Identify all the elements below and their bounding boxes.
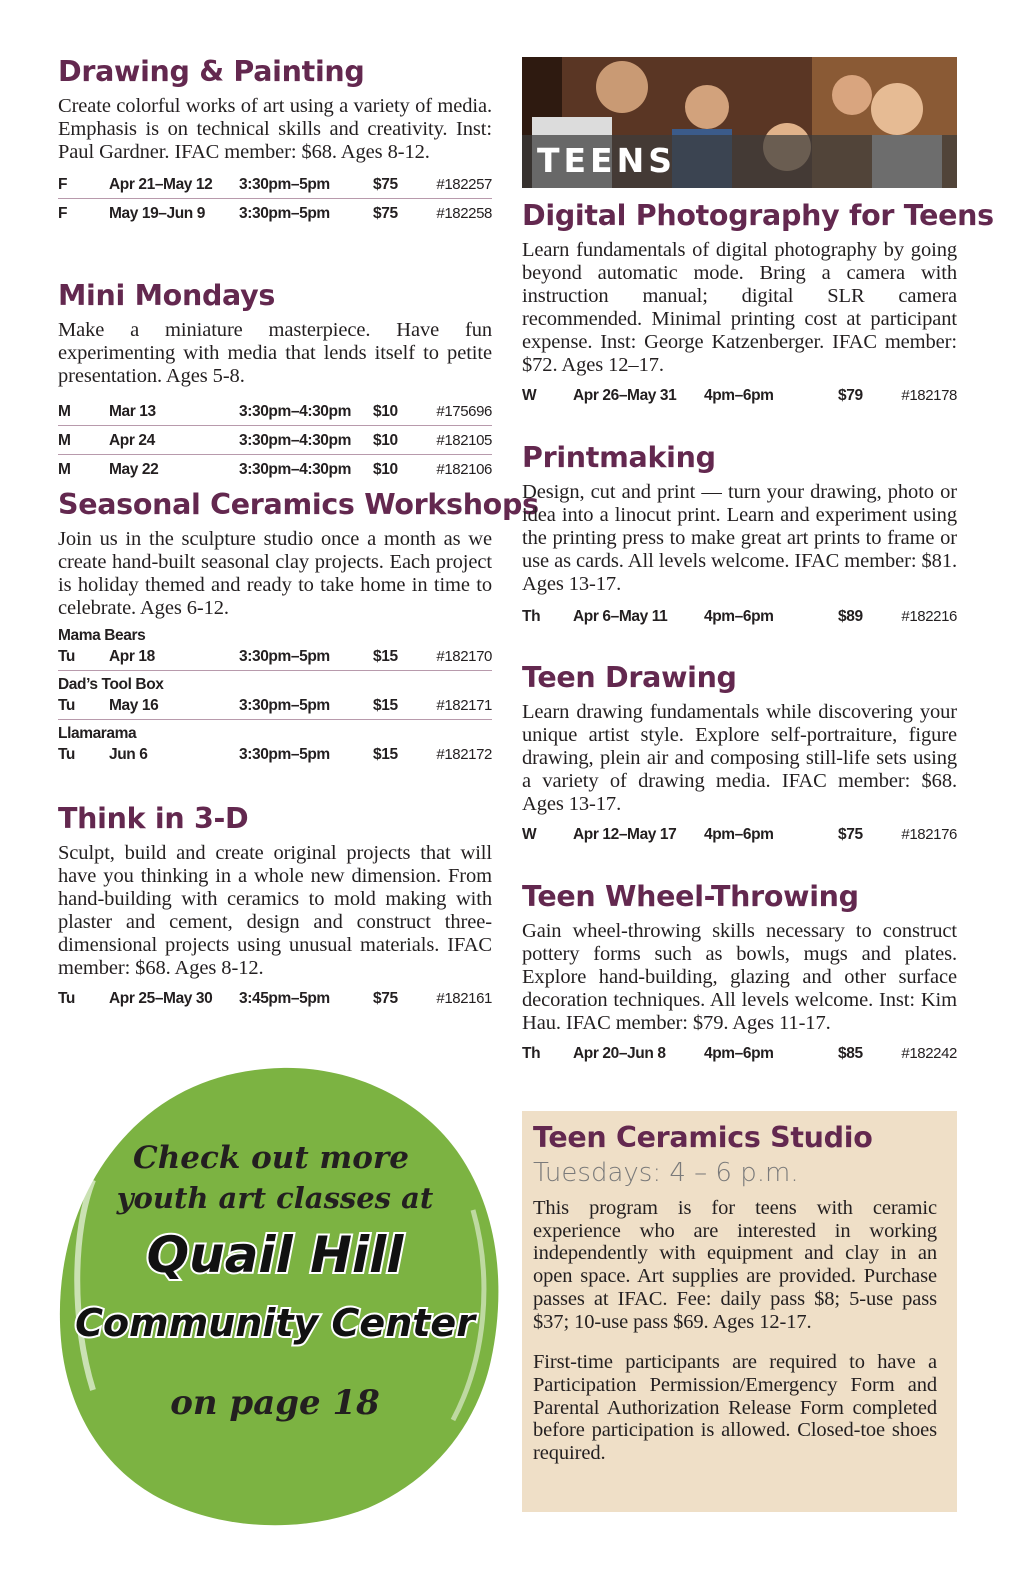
class-seasonal-ceramics	[58, 488, 539, 766]
promo-line-5: on page 18	[170, 1383, 380, 1423]
class-title: Drawing & Painting	[58, 55, 365, 88]
class-title: Teen Wheel-Throwing	[522, 880, 859, 913]
fee: $10	[373, 403, 398, 420]
class-title: Printmaking	[522, 441, 716, 474]
time: 4pm–6pm	[704, 387, 774, 404]
class-title: Seasonal Ceramics Workshops	[58, 488, 539, 521]
schedule-row	[522, 820, 957, 848]
workshop-item	[58, 724, 492, 766]
fee: $75	[373, 176, 398, 193]
dates: Apr 6–May 11	[573, 608, 668, 625]
fee: $79	[838, 387, 863, 404]
course-code: #182170	[436, 648, 492, 665]
promo-line-1: Check out more	[133, 1140, 409, 1176]
class-drawing-painting	[58, 55, 492, 227]
day: Tu	[58, 990, 75, 1007]
class-title: Think in 3-D	[58, 802, 249, 835]
class-printmaking	[522, 441, 957, 630]
course-code: #182171	[436, 697, 492, 714]
workshop-item	[58, 626, 492, 671]
dates: May 19–Jun 9	[109, 205, 206, 222]
schedule-table	[522, 381, 957, 409]
schedule-row	[522, 1039, 957, 1067]
dates: Apr 24	[109, 432, 155, 449]
dates: Mar 13	[109, 403, 156, 420]
banner-label: TEENS	[537, 141, 676, 180]
workshop-list	[58, 626, 492, 766]
time: 4pm–6pm	[704, 608, 774, 625]
dates: Apr 18	[109, 648, 155, 665]
schedule-row	[58, 984, 492, 1012]
day: M	[58, 432, 71, 449]
studio-title: Teen Ceramics Studio	[533, 1121, 873, 1154]
time: 3:30pm–5pm	[239, 648, 330, 665]
course-code: #182258	[436, 205, 492, 222]
dates: Apr 21–May 12	[109, 176, 213, 193]
studio-requirements: First-time participants are required to have a Participation Permission/Emergency Form and Parental Authorization Release Form completed before participation is allowed. Closed-toe shoes required.	[533, 1351, 937, 1465]
time: 3:30pm–4:30pm	[239, 461, 351, 478]
schedule-row	[58, 455, 492, 483]
schedule-row	[58, 646, 492, 668]
fee: $15	[373, 746, 398, 763]
schedule-table	[58, 170, 492, 227]
fee: $10	[373, 432, 398, 449]
schedule-table	[58, 397, 492, 483]
promo-line-2: youth art classes at	[116, 1181, 434, 1215]
splash-shape	[60, 1068, 499, 1525]
time: 3:30pm–5pm	[239, 176, 330, 193]
course-code: #182242	[901, 1045, 957, 1062]
schedule-row	[58, 426, 492, 455]
class-description: Learn fundamentals of digital photography by going beyond automatic mode. Bring a camera with instruction manual; digital SLR camera recommended. Minimal printing cost at participant expense. Inst: George Katzenberger. IFAC member: $72. Ages 12–17.	[522, 239, 957, 376]
dates: May 16	[109, 697, 159, 714]
schedule-row	[58, 397, 492, 426]
fee: $75	[838, 826, 863, 843]
fee: $75	[373, 205, 398, 222]
schedule-row	[58, 199, 492, 227]
workshop-name: Llamarama	[58, 725, 137, 742]
class-description: Make a miniature masterpiece. Have fun experimenting with media that lends itself to petite presentation. Ages 5-8.	[58, 319, 492, 387]
class-description: Join us in the sculpture studio once a month as we create hand-built seasonal clay projects. Each project is holiday themed and ready to take home in time to celebrate. Ages 6-12.	[58, 528, 492, 619]
class-think-3d	[58, 802, 492, 1012]
time: 4pm–6pm	[704, 1045, 774, 1062]
day: M	[58, 461, 71, 478]
course-code: #182106	[436, 461, 492, 478]
time: 4pm–6pm	[704, 826, 774, 843]
schedule-row	[58, 170, 492, 199]
teens-banner	[522, 57, 957, 188]
course-code: #182172	[436, 746, 492, 763]
dates: May 22	[109, 461, 159, 478]
dates: Apr 26–May 31	[573, 387, 677, 404]
class-description: Create colorful works of art using a variety of media. Emphasis is on technical skills and creativity. Inst: Paul Gardner. IFAC member: $68. Ages 8-12.	[58, 95, 492, 163]
course-code: #175696	[436, 403, 492, 420]
teen-ceramics-studio-box	[522, 1111, 957, 1512]
promo-line-3: Quail Hill	[146, 1226, 404, 1284]
time: 3:30pm–5pm	[239, 205, 330, 222]
fee: $15	[373, 697, 398, 714]
schedule-table	[522, 602, 957, 630]
day: F	[58, 205, 68, 222]
course-code: #182257	[436, 176, 492, 193]
day: W	[522, 826, 537, 843]
fee: $10	[373, 461, 398, 478]
workshop-name: Mama Bears	[58, 627, 146, 644]
class-teen-drawing	[522, 661, 957, 848]
schedule-table	[58, 984, 492, 1012]
quail-hill-promo	[53, 1060, 503, 1530]
class-digital-photography	[522, 199, 994, 409]
promo-line-4: Community Center	[75, 1301, 475, 1345]
fee: $75	[373, 990, 398, 1007]
course-code: #182176	[901, 826, 957, 843]
studio-description: This program is for teens with ceramic experience who are interested in working independently with equipment and clay in an open space. Art supplies are provided. Purchase passes at IFAC. Fee: daily pass $8; 5-use pass $37; 10-use pass $69. Ages 12-17.	[533, 1197, 937, 1333]
course-code: #182178	[901, 387, 957, 404]
schedule-row	[58, 744, 492, 766]
day: F	[58, 176, 68, 193]
schedule-row	[522, 602, 957, 630]
time: 3:45pm–5pm	[239, 990, 330, 1007]
day: Tu	[58, 746, 75, 763]
class-description: Design, cut and print — turn your drawing, photo or idea into a linocut print. Learn and experiment using the printing press to make great art prints to frame or use as cards. All levels welcome. IFAC member: $81. Ages 13-17.	[522, 481, 957, 595]
schedule-table	[522, 1039, 957, 1067]
day: M	[58, 403, 71, 420]
time: 3:30pm–5pm	[239, 697, 330, 714]
day: W	[522, 387, 537, 404]
class-title: Teen Drawing	[522, 661, 737, 694]
course-code: #182105	[436, 432, 492, 449]
fee: $89	[838, 608, 863, 625]
dates: Jun 6	[109, 746, 148, 763]
day: Tu	[58, 697, 75, 714]
workshop-item	[58, 675, 492, 720]
time: 3:30pm–4:30pm	[239, 432, 351, 449]
workshop-name: Dad’s Tool Box	[58, 676, 164, 693]
dates: Apr 12–May 17	[573, 826, 677, 843]
course-code: #182216	[901, 608, 957, 625]
class-description: Gain wheel-throwing skills necessary to construct pottery forms such as bowls, mugs and plates. Explore hand-building, glazing and other surface decoration techniques. All levels welcome. Inst: Kim Hau. IFAC member: $79. Ages 11-17.	[522, 920, 957, 1034]
fee: $85	[838, 1045, 863, 1062]
day: Th	[522, 1045, 541, 1062]
schedule-table	[522, 820, 957, 848]
time: 3:30pm–5pm	[239, 746, 330, 763]
course-code: #182161	[436, 990, 492, 1007]
time: 3:30pm–4:30pm	[239, 403, 351, 420]
class-title: Mini Mondays	[58, 279, 276, 312]
class-description: Learn drawing fundamentals while discovering your unique artist style. Explore self-portraiture, figure drawing, plein air and composing still-life sets using a variety of drawing media. IFAC member: $68. Ages 13-17.	[522, 701, 957, 815]
fee: $15	[373, 648, 398, 665]
schedule-row	[522, 381, 957, 409]
day: Tu	[58, 648, 75, 665]
studio-schedule: Tuesdays: 4 – 6 p.m.	[533, 1158, 799, 1188]
green-paint-splash	[53, 1060, 503, 1530]
schedule-row	[58, 695, 492, 717]
class-mini-mondays	[58, 279, 492, 483]
class-teen-wheel-throwing	[522, 880, 957, 1067]
class-title: Digital Photography for Teens	[522, 199, 994, 232]
dates: Apr 20–Jun 8	[573, 1045, 666, 1062]
dates: Apr 25–May 30	[109, 990, 213, 1007]
class-description: Sculpt, build and create original projects that will have you thinking in a whole new dimension. From hand-building with ceramics to mold making with plaster and cement, design and construct three-dimensional projects using unusual materials. IFAC member: $68. Ages 8-12.	[58, 842, 492, 979]
day: Th	[522, 608, 541, 625]
